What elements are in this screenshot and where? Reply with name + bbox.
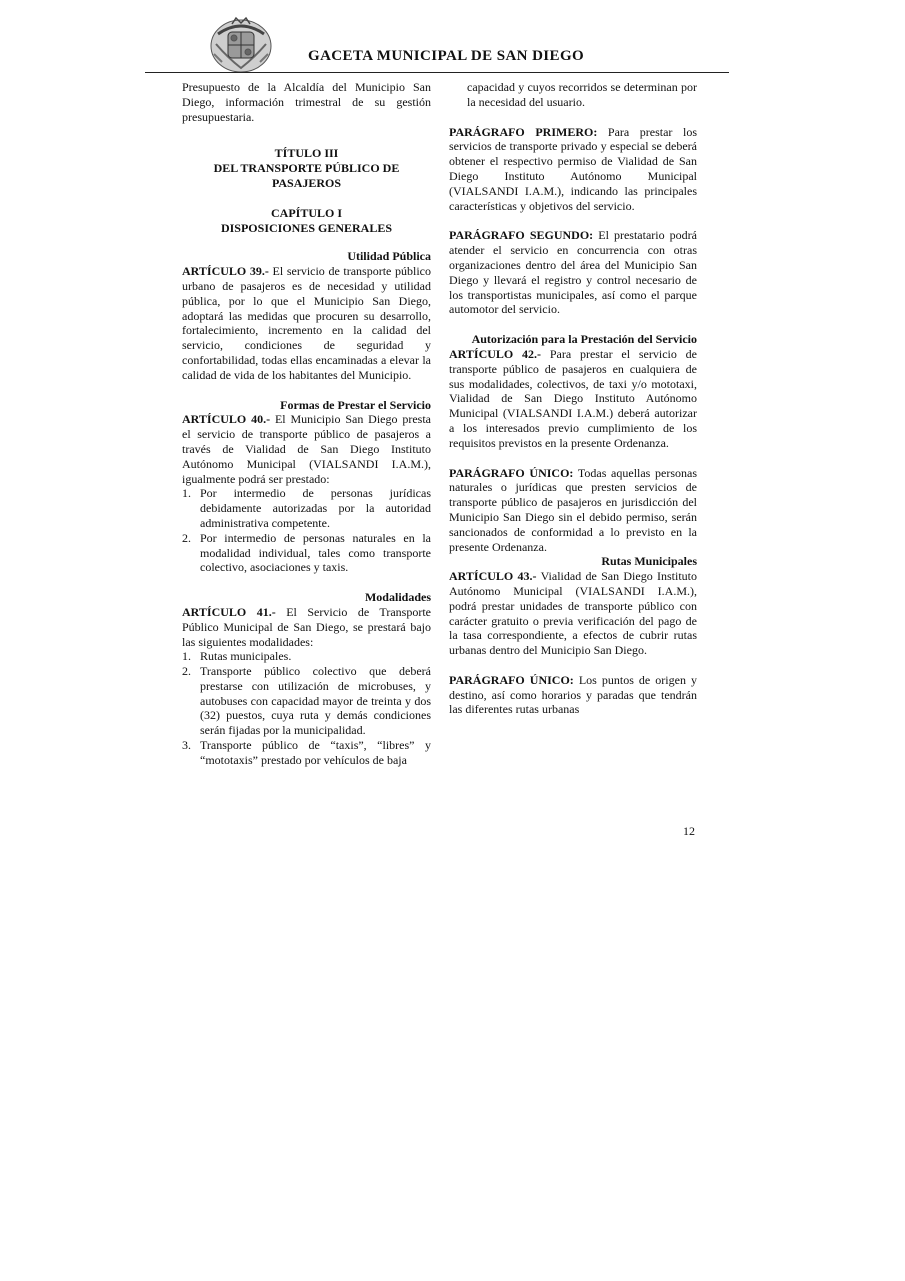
article-41-paragraph (182, 605, 431, 649)
header-divider (145, 72, 729, 73)
article-40-label: ARTÍCULO 40.- (182, 412, 271, 427)
article-40-text: El Municipio San Diego presta el servicio de transporte público de pasajeros a través de Vialidad de San Diego Instituto Autónomo Municipal (VIALSANDI I.A.M.), igualmente podrá ser prestado: (182, 412, 432, 486)
article-42-label: ARTÍCULO 42.- (449, 346, 542, 361)
paragraph-unico-42-label: PARÁGRAFO ÚNICO: (449, 465, 574, 480)
paragraph-segundo-text: El prestatario podrá atender el servicio en concurrencia con otras organizaciones dentro del área del Municipio San Diego y llevará el registro y control necesario de los transportistas municipales, así como el parque automotor del servicio. (449, 228, 697, 317)
paragraph-primero-text: Para prestar los servicios de transporte privado y especial se deberá obtener el respectivo permiso de Vialidad de San Diego Instituto Autónomo Municipal (VIALSANDI I.A.M.), indicando las principales características y objetivos del servicio. (449, 124, 697, 213)
article-42-text: Para prestar el servicio de transporte público de pasajeros en cualquiera de sus modalidades, colectivos, de taxi y/o mototaxi, Vialidad de San Diego Instituto Autónomo Municipal (VIALSANDI I.A.M.) deberá autorizar a los interesados previo cumplimiento de los requisitos previstos en la presente Ordenanza. (449, 346, 698, 450)
paragraph-segundo (449, 228, 697, 317)
article-39-heading: Utilidad Pública (347, 249, 431, 264)
left-column (182, 80, 431, 768)
chapter-heading: DISPOSICIONES GENERALES (220, 220, 393, 235)
article-39-text: El servicio de transporte público urbano de pasajeros es de necesidad y utilidad pública, por lo que el Municipio San Diego, adoptará las medidas que procuren su desarrollo, fortalecimiento, incremento en la calidad del servicio, condiciones de seguridad y confortabilidad, todas ellas encaminadas a elevar la calidad de vida de los habitantes del Municipio. (182, 264, 432, 382)
paragraph-unico-43-label: PARÁGRAFO ÚNICO: (449, 672, 574, 687)
list-item: 2. Por intermedio de personas naturales en la modalidad individual, tales como transporte colectivo, asociaciones y taxis. (182, 530, 431, 575)
paragraph-unico-43-text: Los puntos de origen y destino, así como horarios y paradas que tendrán las diferentes rutas urbanas (449, 672, 697, 717)
article-40-list (182, 486, 431, 575)
paragraph-segundo-label: PARÁGRAFO SEGUNDO: (449, 228, 594, 243)
intro-paragraph: Presupuesto de la Alcaldía del Municipio San Diego, información trimestral de su gestión presupuestaria. (182, 80, 431, 124)
chapter-heading-number: CAPÍTULO I (270, 205, 342, 220)
article-43-paragraph (449, 569, 697, 658)
article-39-paragraph (182, 264, 431, 382)
article-42-paragraph (449, 347, 697, 451)
article-41-list (182, 649, 431, 767)
list-item-continuation: capacidad y cuyos recorridos se determinan por la necesidad del usuario. (467, 80, 697, 109)
list-item: 3. Transporte público de “taxis”, “libres” y “mototaxis” prestado por vehículos de baja (182, 738, 431, 767)
title-heading-number: TÍTULO III (274, 146, 339, 161)
article-42-heading: Autorización para la Prestación del Servicio (471, 332, 697, 347)
page-number: 12 (683, 824, 695, 838)
paragraph-unico-42 (449, 466, 697, 555)
list-item: 2. Transporte público colectivo que deberá prestarse con utilización de microbuses, y autobuses con capacidad mayor de treinta y dos (32) puestos, cuya ruta y demás condiciones serán fijadas por la municipalidad. (182, 664, 431, 738)
article-40-heading: Formas de Prestar el Servicio (280, 397, 431, 412)
article-41-heading: Modalidades (364, 590, 431, 605)
article-43-text: Vialidad de San Diego Instituto Autónomo Municipal (VIALSANDI I.A.M.), podrá prestar unidades de transporte público con carácter gratuito o previa verificación del pago de la tasa correspondiente, a efectos de cubrir rutas urbanas dentro del Municipio San Diego. (449, 569, 698, 658)
municipal-coat-of-arms-icon (208, 14, 274, 74)
title-heading: DEL TRANSPORTE PÚBLICO DE PASAJEROS (213, 161, 400, 190)
article-41-text: El Servicio de Transporte Público Municipal de San Diego, se prestará bajo las siguientes modalidades: (182, 604, 431, 649)
article-43-heading: Rutas Municipales (601, 554, 697, 569)
article-40-paragraph (182, 412, 431, 486)
paragraph-unico-43 (449, 673, 697, 717)
gazette-title: GACETA MUNICIPAL DE SAN DIEGO (308, 48, 585, 64)
paragraph-unico-42-text: Todas aquellas personas naturales o jurídicas que presten servicios de transporte público de pasajeros en jurisdicción del Municipio San Diego sin el debido permiso, serán sancionados de conformidad a lo previsto en la presente Ordenanza. (449, 465, 698, 554)
article-39-label: ARTÍCULO 39.- (182, 264, 269, 279)
paragraph-primero (449, 125, 697, 214)
article-41-label: ARTÍCULO 41.- (182, 604, 276, 619)
right-column (449, 80, 697, 717)
paragraph-primero-label: PARÁGRAFO PRIMERO: (449, 124, 598, 139)
list-item: 1. Rutas municipales. (182, 649, 292, 664)
article-43-label: ARTÍCULO 43.- (449, 569, 537, 584)
list-item: 1. Por intermedio de personas jurídicas debidamente autorizadas por la autoridad administrativa competente. (182, 486, 431, 530)
